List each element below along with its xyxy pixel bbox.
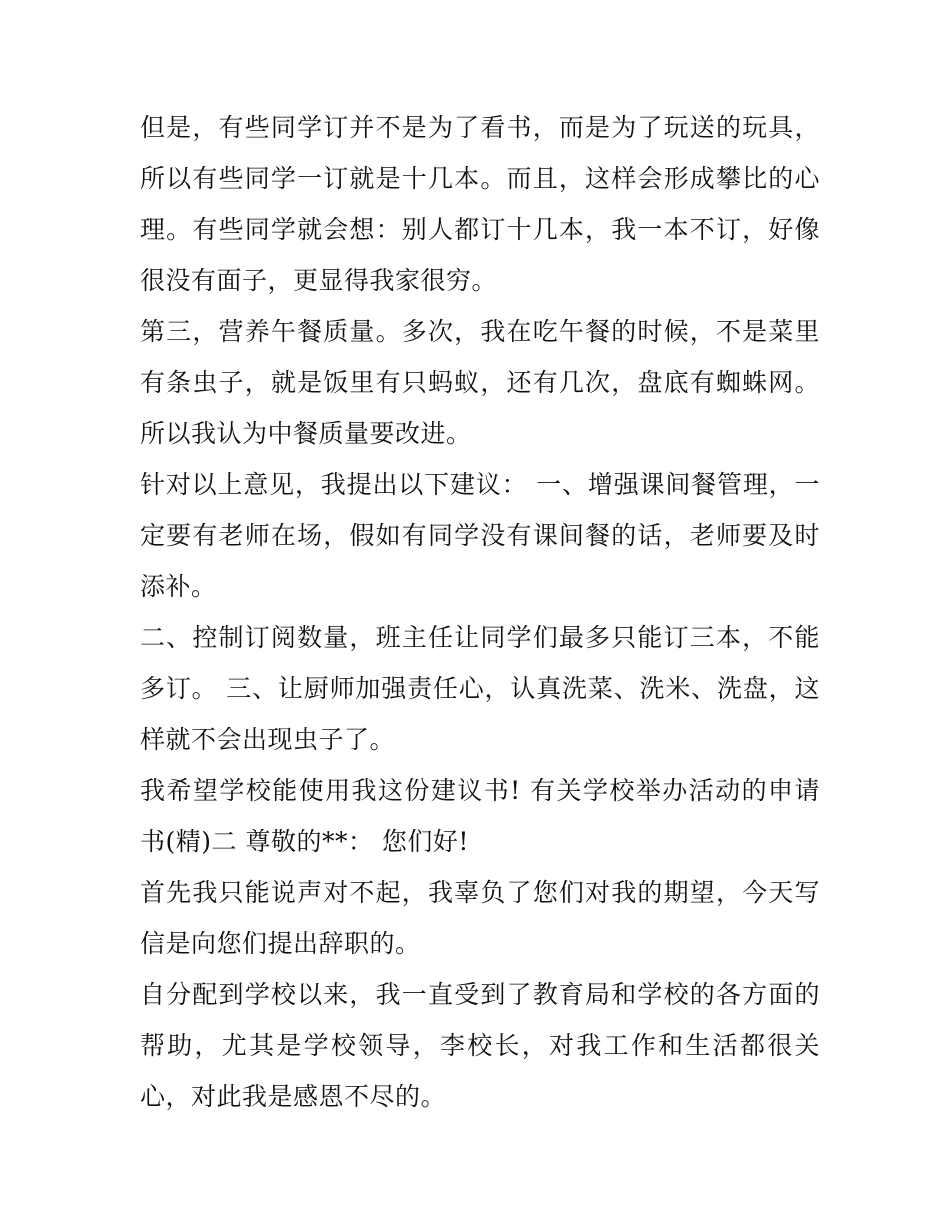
paragraph-6: 首先我只能说声对不起，我辜负了您们对我的期望，今天写信是向您们提出辞职的。 xyxy=(140,878,820,958)
paragraph-2: 第三，营养午餐质量。多次，我在吃午餐的时候，不是菜里有条虫子，就是饭里有只蚂蚁，还有几次，盘底有蜘蛛网。所以我认为中餐质量要改进。 xyxy=(140,317,820,448)
paragraph-4: 二、控制订阅数量，班主任让同学们最多只能订三本，不能多订。 三、让厨师加强责任心，认真洗菜、洗米、洗盘，这样就不会出现虫子了。 xyxy=(140,623,820,754)
paragraph-5: 我希望学校能使用我这份建议书! 有关学校举办活动的申请书(精)二 尊敬的**： 您们好! xyxy=(140,776,820,856)
paragraph-1: 但是，有些同学订并不是为了看书，而是为了玩送的玩具，所以有些同学一订就是十几本。而且，这样会形成攀比的心理。有些同学就会想：别人都订十几本，我一本不订，好像很没有面子，更显得我家很穷。 xyxy=(140,113,820,295)
document-body xyxy=(140,102,820,1122)
paragraph-3: 针对以上意见，我提出以下建议： 一、增强课间餐管理，一定要有老师在场，假如有同学没有课间餐的话，老师要及时添补。 xyxy=(140,470,820,601)
paragraph-7: 自分配到学校以来，我一直受到了教育局和学校的各方面的帮助，尤其是学校领导，李校长，对我工作和生活都很关心，对此我是感恩不尽的。 xyxy=(140,980,820,1111)
